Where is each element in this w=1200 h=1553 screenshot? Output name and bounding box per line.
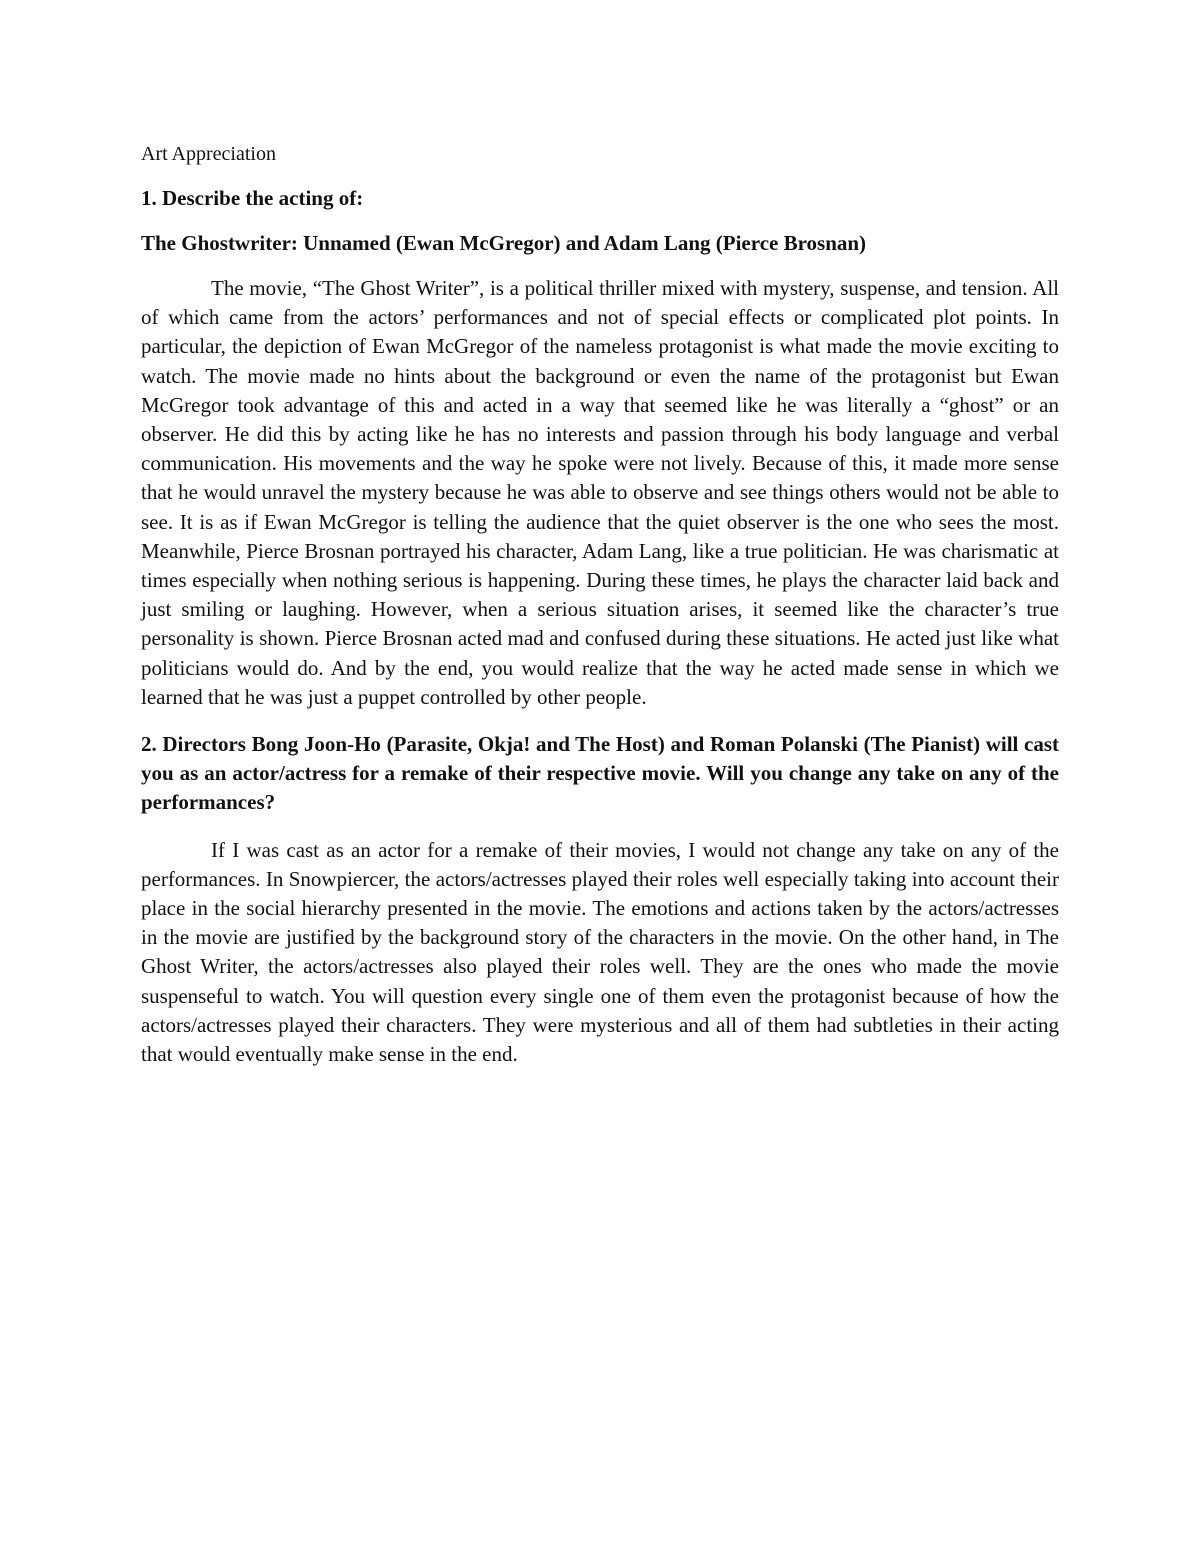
question-2-answer: If I was cast as an actor for a remake of their movies, I would not change any take on any of the performances. In Snowpiercer, the actors/actresses played their roles well especially taking into account their place in the social hierarchy presented in the movie. The emotions and actions taken by the actors/actresses in the movie are justified by the background story of the characters in the movie. On the other hand, in The Ghost Writer, the actors/actresses also played their roles well. They are the ones who made the movie suspenseful to watch. You will question every single one of them even the protagonist because of how the actors/actresses played their characters. They were mysterious and all of them had subtleties in their acting that would eventually make sense in the end. bbox=[141, 837, 1059, 1067]
document-content bbox=[141, 140, 1059, 1087]
question-1-subheading: The Ghostwriter: Unnamed (Ewan McGregor) and Adam Lang (Pierce Brosnan) bbox=[141, 231, 867, 255]
course-title: Art Appreciation bbox=[141, 143, 276, 165]
question-1-answer: The movie, “The Ghost Writer”, is a political thriller mixed with mystery, suspense, and tension. All of which came from the actors’ performances and not of special effects or complicated plot points. In particular, the depiction of Ewan McGregor of the nameless protagonist is what made the movie exciting to watch. The movie made no hints about the background or even the name of the protagonist but Ewan McGregor took advantage of this and acted in a way that seemed like he was literally a “ghost” or an observer. He did this by acting like he has no interests and passion through his body language and verbal communication. His movements and the way he spoke were not lively. Because of this, it made more sense that he would unravel the mystery because he was able to observe and see things others would not be able to see. It is as if Ewan McGregor is telling the audience that the quiet observer is the one who sees the most. Meanwhile, Pierce Brosnan portrayed his character, Adam Lang, like a true politician. He was charismatic at times especially when nothing serious is happening. During these times, he plays the character laid back and just smiling or laughing. However, when a serious situation arises, it seemed like the character’s true personality is shown. Pierce Brosnan acted mad and confused during these situations. He acted just like what politicians would do. And by the end, you would realize that the way he acted made sense in which we learned that he was just a puppet controlled by other people. bbox=[141, 276, 1059, 709]
question-2-heading: 2. Directors Bong Joon-Ho (Parasite, Okja! and The Host) and Roman Polanski (The Pianist) will cast you as an actor/actress for a remake of their respective movie. Will you change any take on any of the performances? bbox=[141, 732, 1059, 815]
question-1-heading: 1. Describe the acting of: bbox=[141, 186, 364, 210]
